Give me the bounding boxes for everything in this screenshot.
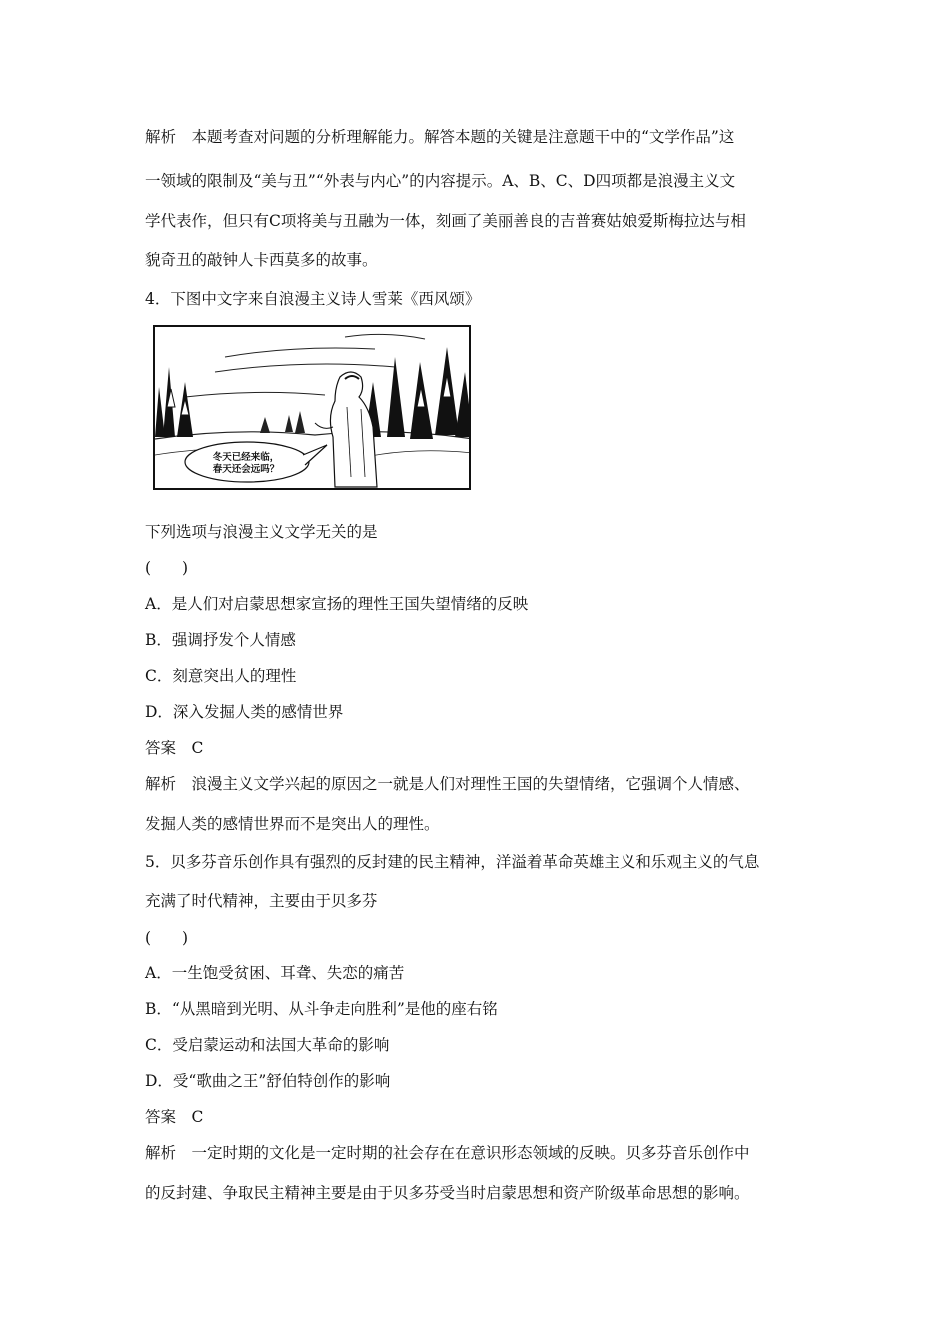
paragraph-line: 一领域的限制及“美与丑”“外表与内心”的内容提示。A、B、C、D四项都是浪漫主义文 xyxy=(145,172,736,190)
answer-bracket: ( ) xyxy=(145,559,189,577)
paragraph-line: 下列选项与浪漫主义文学无关的是 xyxy=(145,523,378,541)
option-c: C．受启蒙运动和法国大革命的影响 xyxy=(145,1036,390,1054)
option-c: C．刻意突出人的理性 xyxy=(145,667,297,685)
speech-bubble-text xyxy=(201,452,291,476)
bubble-line-1: 冬天已经来临， xyxy=(212,452,280,463)
paragraph-line: 解析 浪漫主义文学兴起的原因之一就是人们对理性王国的失望情绪，它强调个人情感、 xyxy=(145,775,750,793)
option-b: B．强调抒发个人情感 xyxy=(145,631,296,649)
bubble-line-2: 春天还会远吗？ xyxy=(212,464,280,475)
paragraph-line: 充满了时代精神，主要由于贝多芬 xyxy=(145,892,378,910)
option-d: D．受“歌曲之王”舒伯特创作的影响 xyxy=(145,1072,391,1090)
option-b: B．“从黑暗到光明、从斗争走向胜利”是他的座右铭 xyxy=(145,1000,498,1018)
illustration-west-wind xyxy=(153,325,471,490)
option-a: A．是人们对启蒙思想家宣扬的理性王国失望情绪的反映 xyxy=(145,595,529,613)
answer-line: 答案 C xyxy=(145,739,204,757)
question-5-stem: 5．贝多芬音乐创作具有强烈的反封建的民主精神，洋溢着革命英雄主义和乐观主义的气息 xyxy=(145,853,760,871)
paragraph-line: 貌奇丑的敲钟人卡西莫多的故事。 xyxy=(145,251,378,269)
answer-bracket: ( ) xyxy=(145,929,189,947)
paragraph-line: 解析 一定时期的文化是一定时期的社会存在在意识形态领域的反映。贝多芬音乐创作中 xyxy=(145,1144,750,1162)
option-a: A．一生饱受贫困、耳聋、失恋的痛苦 xyxy=(145,964,405,982)
paragraph-line: 发掘人类的感情世界而不是突出人的理性。 xyxy=(145,815,440,833)
paragraph-line: 的反封建、争取民主精神主要是由于贝多芬受当时启蒙思想和资产阶级革命思想的影响。 xyxy=(145,1184,750,1202)
answer-line: 答案 C xyxy=(145,1108,204,1126)
question-4-stem: 4．下图中文字来自浪漫主义诗人雪莱《西风颂》 xyxy=(145,290,481,308)
paragraph-line: 学代表作，但只有C项将美与丑融为一体，刻画了美丽善良的吉普赛姑娘爱斯梅拉达与相 xyxy=(145,212,746,230)
option-d: D．深入发掘人类的感情世界 xyxy=(145,703,344,721)
paragraph-line: 解析 本题考查对问题的分析理解能力。解答本题的关键是注意题干中的“文学作品”这 xyxy=(145,128,735,146)
